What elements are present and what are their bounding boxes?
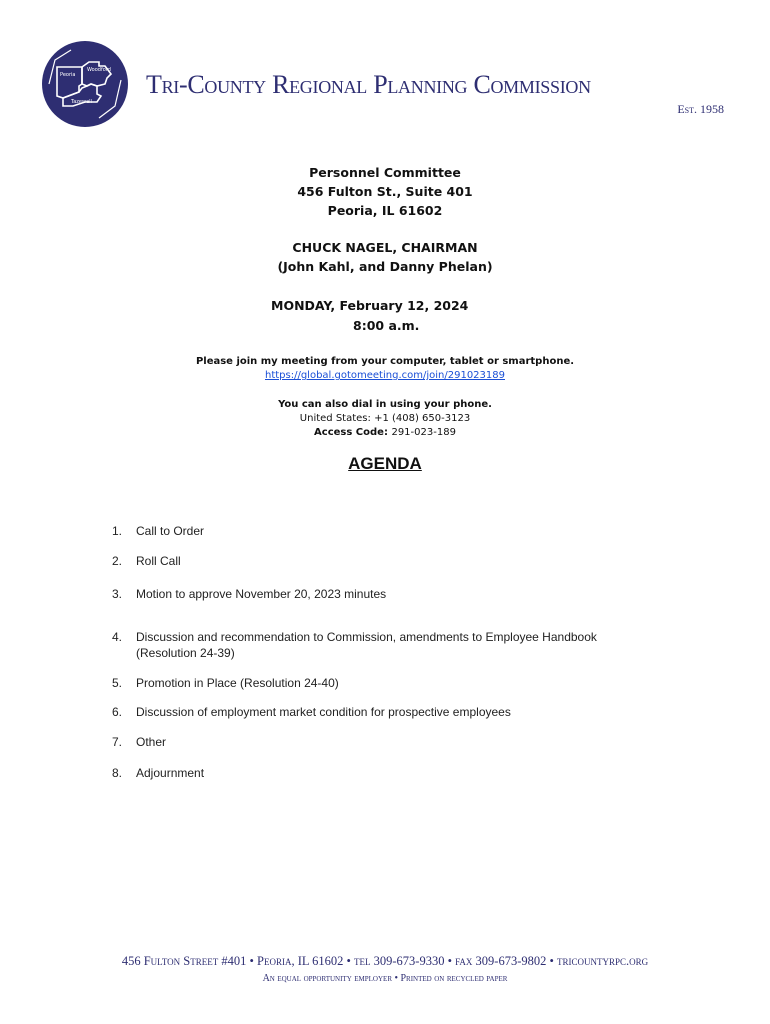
agenda-item-text: Discussion and recommendation to Commission, amendments to Employee Handbook	[136, 630, 597, 644]
agenda-item-number: 7.	[112, 735, 123, 749]
agenda-item	[112, 629, 597, 661]
online-invite-text: Please join my meeting from your computer, tablet or smartphone.	[195, 356, 575, 367]
logo-county-label: Peoria	[60, 72, 76, 78]
chairman: CHUCK NAGEL, CHAIRMAN	[292, 240, 478, 255]
meeting-time: 8:00 a.m.	[353, 318, 420, 333]
online-meeting-block	[0, 355, 770, 383]
agenda-item	[112, 553, 181, 569]
agenda-item-text: Motion to approve November 20, 2023 minutes	[136, 587, 387, 601]
agenda-item-number: 5.	[112, 676, 123, 690]
logo-county-label: Woodford	[87, 67, 111, 73]
org-name: Tri-County Regional Planning Commission	[146, 70, 591, 99]
meeting-link[interactable]: https://global.gotomeeting.com/join/291023189	[264, 370, 505, 381]
agenda-heading: AGENDA	[348, 454, 422, 473]
agenda-item-number: 3.	[112, 587, 123, 601]
agenda-item	[112, 586, 386, 602]
agenda-item-number: 2.	[112, 554, 123, 568]
agenda-item-text: Promotion in Place (Resolution 24-40)	[136, 676, 339, 690]
meeting-date: MONDAY, February 12, 2024	[271, 298, 469, 313]
city-line: Peoria, IL 61602	[327, 203, 443, 218]
agenda-item-text: Roll Call	[136, 554, 181, 568]
agenda-item	[112, 734, 166, 750]
agenda-item	[112, 704, 511, 720]
committee-members: (John Kahl, and Danny Phelan)	[277, 259, 493, 274]
tri-county-map-logo-icon	[41, 40, 129, 128]
agenda-item-number: 4.	[112, 630, 123, 644]
committee-name: Personnel Committee	[309, 165, 461, 180]
agenda-item	[112, 765, 204, 781]
agenda-item	[112, 675, 339, 691]
agenda-item-number: 6.	[112, 705, 123, 719]
phone-number: +1 (408) 650-3123	[374, 413, 471, 424]
agenda-item-text: Call to Order	[136, 524, 205, 538]
agenda-item-number: 1.	[112, 524, 123, 538]
agenda-item	[112, 523, 204, 539]
access-code: 291-023-189	[391, 427, 456, 438]
meeting-datetime	[271, 296, 468, 336]
agenda-item-text: Discussion of employment market condition for prospective employees	[136, 705, 511, 719]
footer-contact: 456 Fulton Street #401 • Peoria, IL 61602 • tel 309-673-9330 • fax 309-673-9802 • tricountyrpc.org	[121, 954, 649, 968]
access-code-label: Access Code:	[314, 427, 392, 438]
phone-country-label: United States:	[299, 413, 375, 424]
meeting-location-block	[0, 163, 770, 220]
established-year: Est. 1958	[677, 102, 724, 116]
logo-county-label: Tazewell	[71, 99, 92, 105]
agenda-item-number: 8.	[112, 766, 123, 780]
chair-block	[0, 238, 770, 276]
agenda-item-text: Adjournment	[136, 766, 205, 780]
agenda-item-text-continued: (Resolution 24-39)	[136, 646, 235, 660]
footer-tagline: An equal opportunity employer • Printed on recycled paper	[262, 973, 508, 984]
phone-block	[0, 398, 770, 440]
phone-invite-text: You can also dial in using your phone.	[278, 399, 492, 410]
address-line: 456 Fulton St., Suite 401	[297, 184, 473, 199]
agenda-item-text: Other	[136, 735, 167, 749]
